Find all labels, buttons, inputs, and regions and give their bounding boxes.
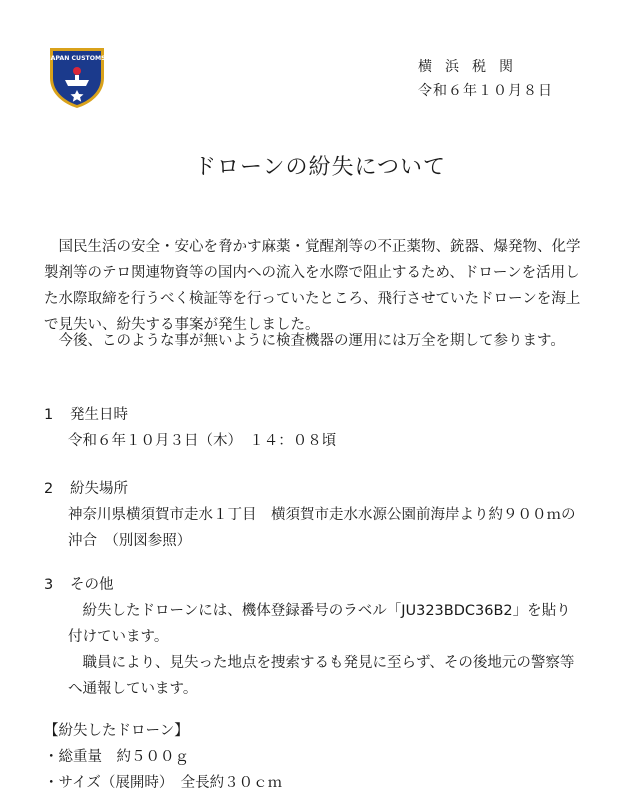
issue-date: 令和６年１０月８日	[418, 83, 553, 99]
section-3-heading	[44, 572, 114, 598]
intro-paragraph-1: 国民生活の安全・安心を脅かす麻薬・覚醒剤等の不正薬物、銃器、爆発物、化学製剤等のテロ関連物資等の国内への流入を水際で阻止するため、ドローンを活用した水際取締を行うべく検証等を行っていたところ、飛行させていたドローンを海上で見失い、紛失する事案が発生しました。	[44, 239, 581, 333]
section-number: 3	[44, 577, 54, 593]
section-1-body: 令和６年１０月３日（木） １４：０８頃	[68, 433, 337, 449]
japan-customs-logo	[46, 44, 108, 110]
drone-size: ・サイズ（展開時） 全長約３０ｃｍ	[44, 775, 283, 791]
section-number: 1	[44, 407, 54, 423]
section-number: 2	[44, 481, 54, 497]
intro-paragraph-2: 今後、このような事が無いように検査機器の運用には万全を期して参ります。	[58, 333, 565, 349]
document-title: ドローンの紛失について	[193, 155, 447, 180]
issuer-name: 横浜税関	[418, 59, 526, 75]
section-heading-text: 発生日時	[70, 407, 128, 423]
logo-text: JAPAN CUSTOMS	[48, 55, 106, 62]
section-3-body-2: 職員により、見失った地点を捜索するも発見に至らず、その後地元の警察等へ通報しています。	[68, 655, 575, 697]
drone-heading: 【紛失したドローン】	[44, 723, 189, 739]
section-3-body-1: 紛失したドローンには、機体登録番号のラベル「JU323BDC36B2」を貼り付けています。	[68, 603, 571, 645]
section-1-heading	[44, 402, 128, 428]
drone-weight: ・総重量 約５００ｇ	[44, 749, 189, 765]
section-heading-text: 紛失場所	[70, 481, 128, 497]
section-heading-text: その他	[70, 577, 114, 593]
section-2-body: 神奈川県横須賀市走水１丁目 横須賀市走水水源公園前海岸より約９００ｍの沖合 （別図参照）	[68, 507, 576, 549]
section-2-heading	[44, 476, 128, 502]
